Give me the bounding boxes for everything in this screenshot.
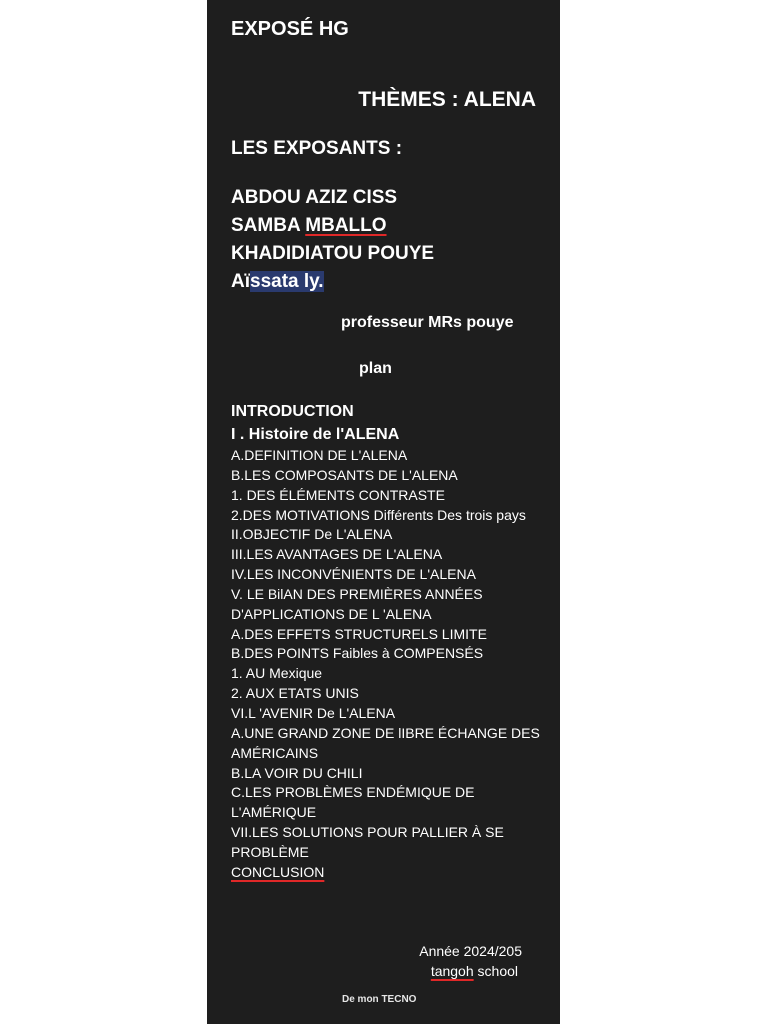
document-page [207,0,560,1024]
outline-item: B.LES COMPOSANTS DE L'ALENA [231,466,458,483]
outline-item: A.DES EFFETS STRUCTURELS LIMITE [231,625,487,642]
outline-item: 1. DES ÉLÉMENTS CONTRASTE [231,486,445,503]
outline-list [231,446,541,883]
document-title: EXPOSÉ HG [231,18,349,40]
outline-item: IV.LES INCONVÉNIENTS DE L'ALENA [231,566,476,583]
outline-item: B.DES POINTS Faibles à COMPENSÉS [231,645,484,662]
theme-heading: THÈMES : ALENA [358,88,536,111]
outline-item: II.OBJECTIF De L'ALENA [231,526,393,543]
outline-item: VII.LES SOLUTIONS POUR PALLIER À SE PROBLÈME [231,824,504,860]
outline-item: C.LES PROBLÈMES ENDÉMIQUE DE L'AMÉRIQUE [231,784,475,821]
outline-item: 2. AUX ETATS UNIS [231,685,359,702]
professor-line: professeur MRs pouye [341,314,514,331]
outline-item: 1. AU Mexique [231,665,323,682]
outline-item: A.DEFINITION DE L'ALENA [231,447,408,463]
school-name: tangoh [430,963,474,979]
academic-year: Année 2024/205 [419,943,522,959]
plan-heading: plan [359,360,392,377]
presenters-label: LES EXPOSANTS : [231,138,403,159]
spellcheck-word: MBALLO [305,215,387,236]
section-1-heading: I . Histoire de l'ALENA [231,426,400,443]
presenter-1: ABDOU AZIZ CISS [231,187,398,208]
presenter-2-first: SAMBA [231,215,306,236]
school-suffix: school [473,963,518,979]
outline-item: III.LES AVANTAGES DE L'ALENA [231,546,443,563]
presenter-4-start: Aï [231,271,250,292]
presenter-3: KHADIDIATOU POUYE [231,243,435,264]
presenters-list [231,184,434,296]
footer-signature: De mon TECNO [342,994,417,1005]
outline-item: VI.L 'AVENIR De L'ALENA [231,704,396,721]
outline-item: 2.DES MOTIVATIONS Différents Des trois pays [231,506,526,523]
outline-item: V. LE BilAN DES PREMIÈRES ANNÉES D'APPLICATIONS DE L 'ALENA [231,585,483,622]
text-selection[interactable]: ssata ly. [250,271,324,292]
school-line [431,963,518,979]
conclusion-heading: CONCLUSION [231,863,325,880]
outline-item: A.UNE GRAND ZONE DE lIBRE ÉCHANGE DES AMÉRICAINS [231,724,540,761]
presenter-2 [231,212,434,240]
outline-item: B.LA VOIR DU CHILI [231,764,363,781]
introduction-heading: INTRODUCTION [231,403,354,420]
presenter-4[interactable] [231,268,434,296]
